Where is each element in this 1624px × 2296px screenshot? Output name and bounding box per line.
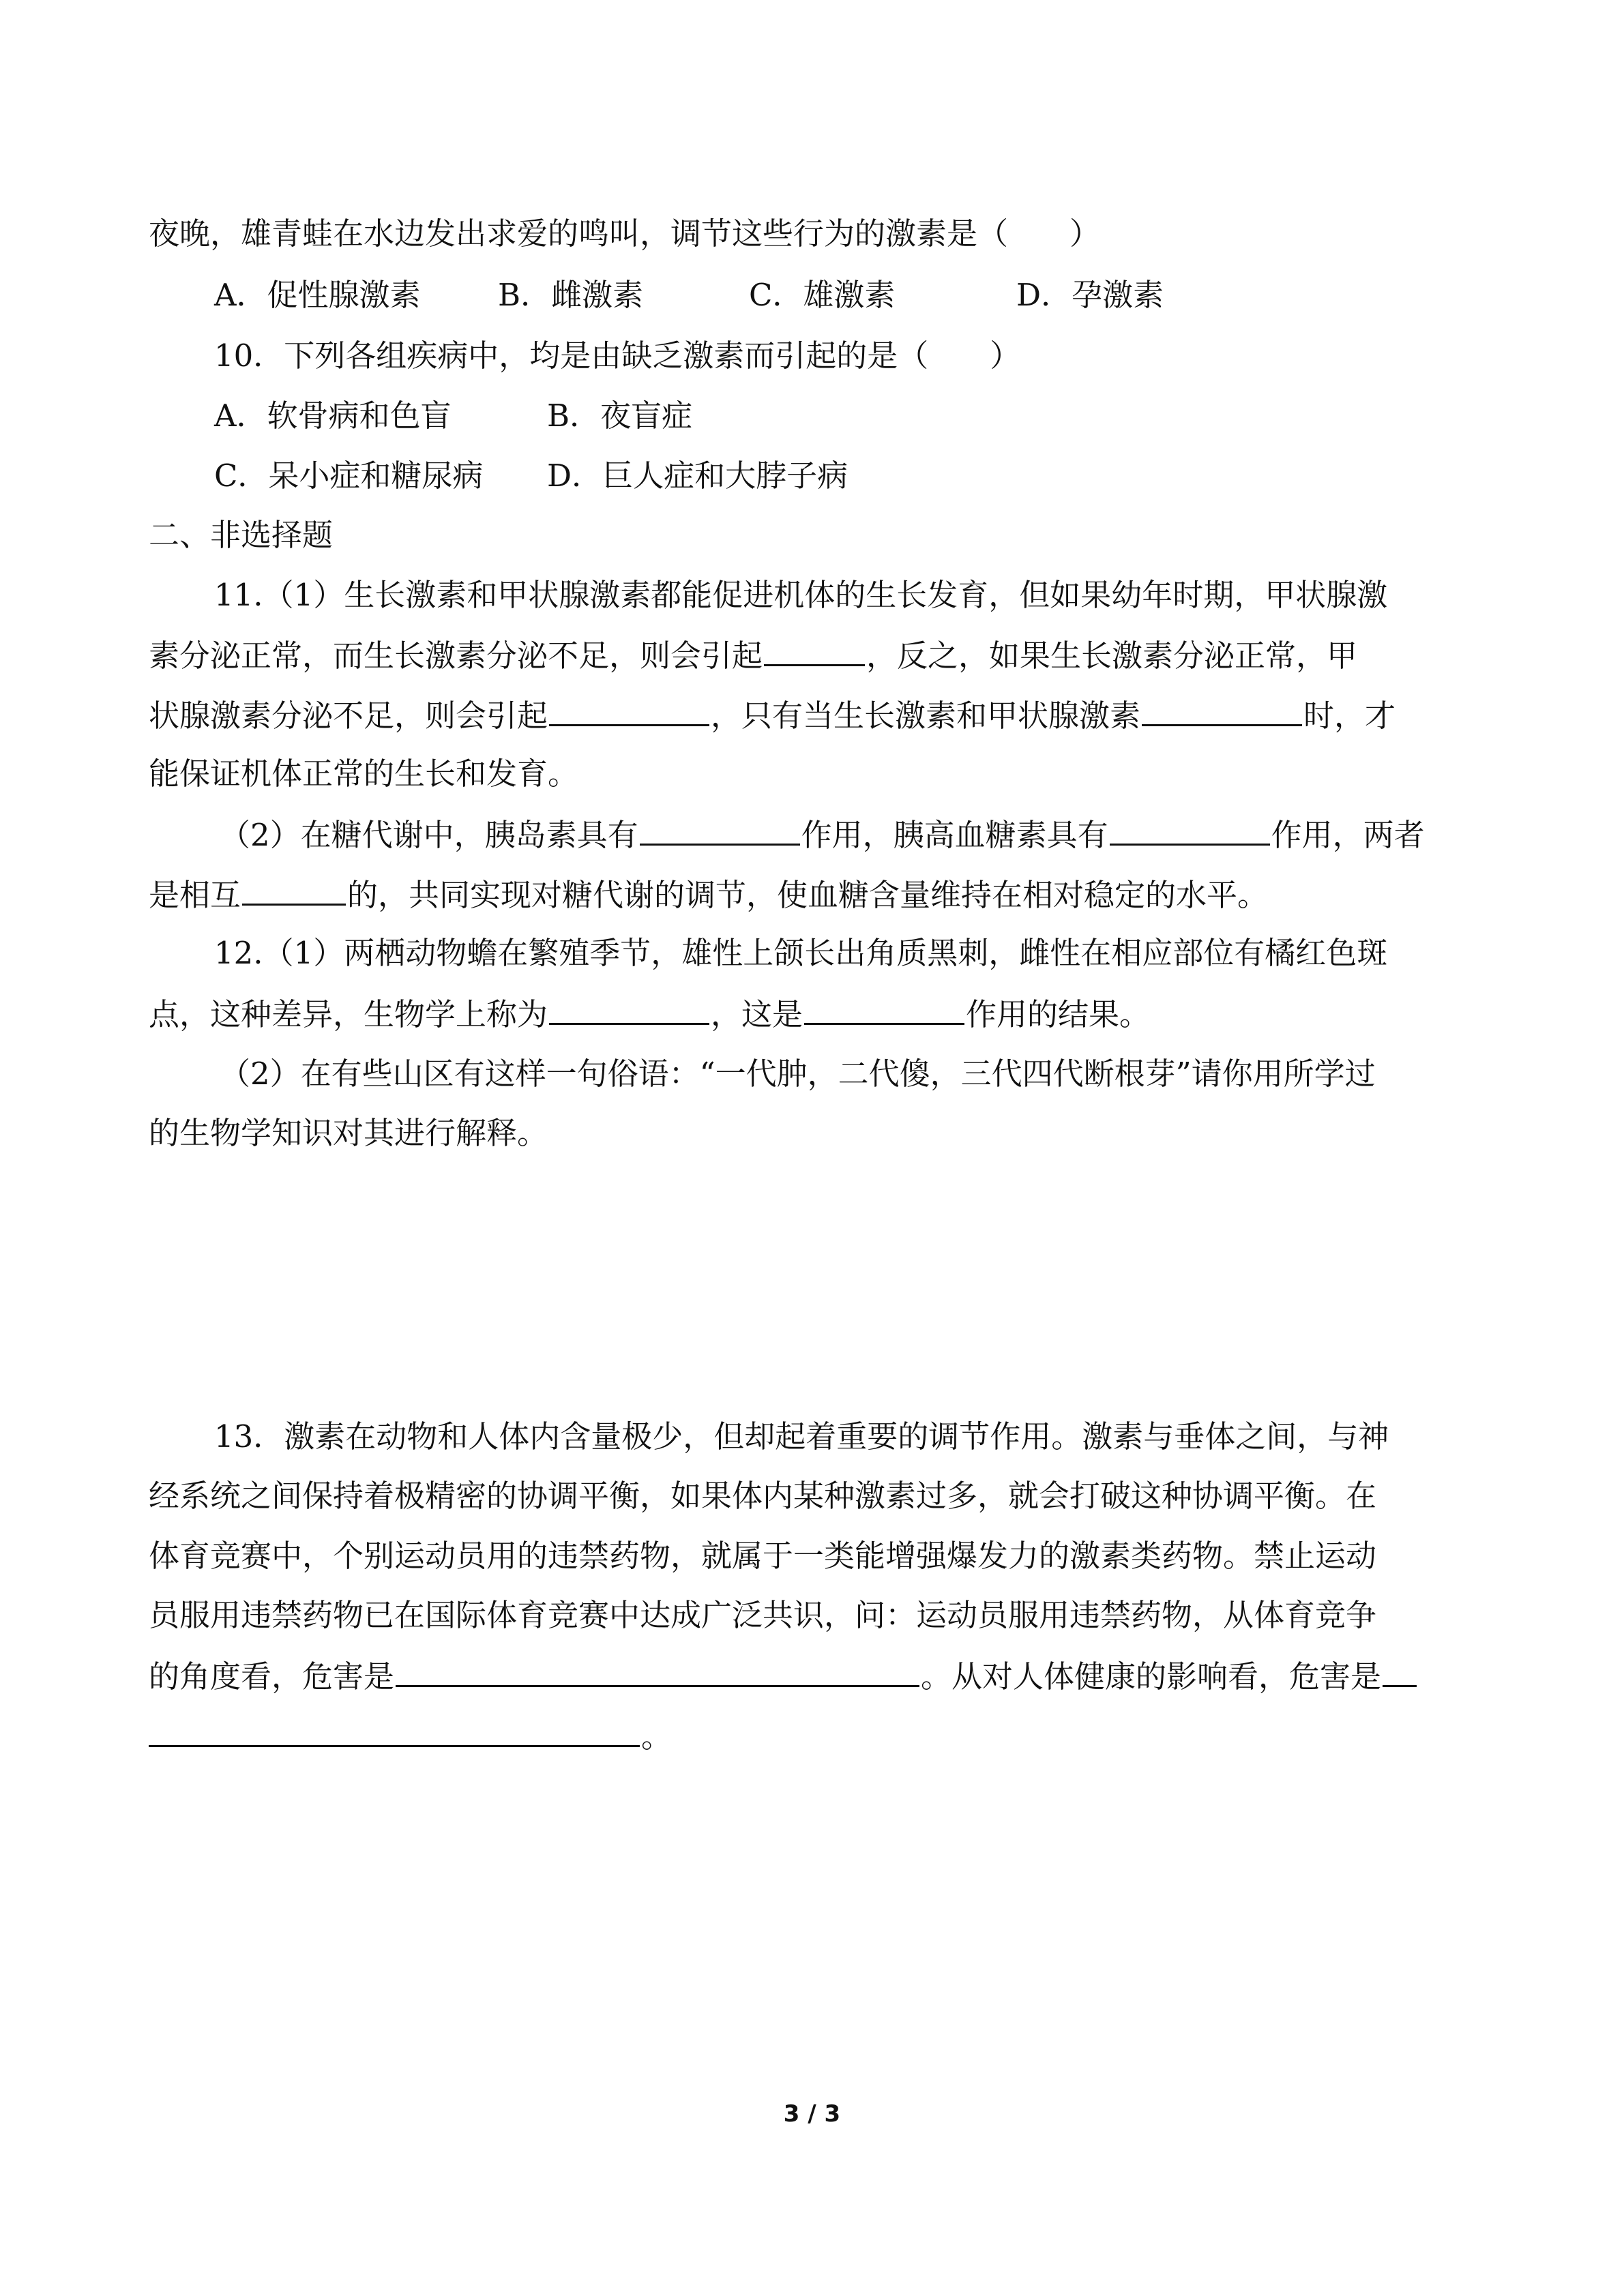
q13-text: 。从对人体健康的影响看，危害是 [921,1658,1382,1695]
q12-part2-line2: 的生物学知识对其进行解释。 [149,1115,548,1151]
q11-text: 时，才 [1303,698,1396,734]
q10-option-b: B．夜盲症 [547,398,693,434]
q13-text: 。 [641,1718,673,1755]
answer-blank[interactable] [396,1655,919,1687]
answer-blank[interactable] [640,814,800,846]
q13-line2: 经系统之间保持着极精密的协调平衡，如果体内某种激素过多，就会打破这种协调平衡。在 [149,1478,1377,1514]
q12-line1: 12.（1）两栖动物蟾在繁殖季节，雄性上颌长出角质黑刺，雌性在相应部位有橘红色斑 [214,935,1388,971]
q11-line4: 能保证机体正常的生长和发育。 [149,756,579,792]
q10-option-a: A．软骨病和色盲 [214,398,452,434]
q11-text: ，反之，如果生长激素分泌正常，甲 [866,638,1358,674]
q12-line2 [149,993,1150,1034]
q12-part2-line1: （2）在有些山区有这样一句俗语：“一代肿，二代傻，三代四代断根芽”请你用所学过 [220,1056,1376,1092]
answer-blank[interactable] [804,993,964,1025]
q13-line5 [149,1655,1418,1696]
q11-line3 [149,694,1396,735]
q9-option-b: B．雌激素 [498,277,644,313]
q13-line4: 员服用违禁药物已在国际体育竞赛中达成广泛共识，问：运动员服用违禁药物，从体育竞争 [149,1597,1377,1633]
q9-option-c: C．雄激素 [749,277,896,313]
q9-stem: 夜晚，雄青蛙在水边发出求爱的鸣叫，调节这些行为的激素是（ ） [149,215,1101,252]
q11-text: 是相互 [149,877,241,913]
answer-blank[interactable] [549,694,709,726]
answer-blank[interactable] [549,993,709,1025]
q11-text: 状腺激素分泌不足，则会引起 [149,698,548,734]
answer-blank[interactable] [1383,1655,1417,1687]
q11-part2-line1 [220,814,1425,854]
q13-text: 的角度看，危害是 [149,1658,395,1695]
q9-option-d: D．孕激素 [1016,277,1164,313]
q13-line3: 体育竞赛中，个别运动员用的违禁药物，就属于一类能增强爆发力的激素类药物。禁止运动 [149,1538,1377,1574]
answer-blank[interactable] [764,634,865,666]
page-number: 3 / 3 [783,2100,841,2128]
section-title: 二、非选择题 [149,517,334,553]
q12-text: ，这是 [711,996,803,1032]
q11-text: 作用，两者 [1271,817,1425,853]
q9-option-a: A．促性腺激素 [214,277,421,313]
q11-part2-line2 [149,874,1268,914]
q10-option-d: D．巨人症和大脖子病 [547,458,848,494]
q11-line2 [149,634,1357,675]
q11-text: 作用，胰高血糖素具有 [801,817,1108,853]
q11-text: 的，共同实现对糖代谢的调节，使血糖含量维持在相对稳定的水平。 [347,877,1269,913]
q11-text: ，只有当生长激素和甲状腺激素 [711,698,1141,734]
q11-text: 素分泌正常，而生长激素分泌不足，则会引起 [149,638,763,674]
answer-blank[interactable] [1110,814,1270,846]
q11-text: （2）在糖代谢中，胰岛素具有 [220,817,638,853]
q13-line1: 13．激素在动物和人体内含量极少，但却起着重要的调节作用。激素与垂体之间，与神 [214,1418,1389,1455]
answer-blank[interactable] [149,1715,640,1747]
q11-line1: 11.（1）生长激素和甲状腺激素都能促进机体的生长发育，但如果幼年时期，甲状腺激 [214,577,1388,613]
q10-option-c: C．呆小症和糖尿病 [214,458,484,494]
q12-text: 作用的结果。 [966,996,1151,1032]
q13-line6 [149,1715,672,1756]
answer-blank[interactable] [1142,694,1302,726]
q10-stem: 10．下列各组疾病中，均是由缺乏激素而引起的是（ ） [214,338,1021,374]
q12-text: 点，这种差异，生物学上称为 [149,996,548,1032]
answer-blank[interactable] [242,874,346,906]
